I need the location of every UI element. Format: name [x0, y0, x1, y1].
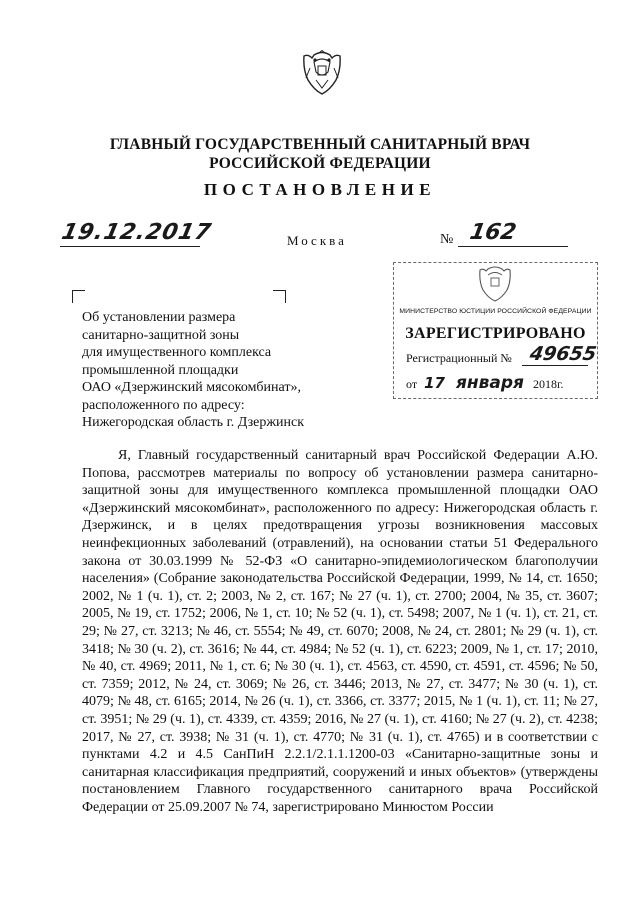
number-label: №	[440, 232, 454, 247]
subject-line: промышленной площадки	[82, 362, 239, 378]
stamp-year-suffix: г.	[556, 377, 564, 391]
header-authority-title: ГЛАВНЫЙ ГОСУДАРСТВЕННЫЙ САНИТАРНЫЙ ВРАЧ	[109, 136, 531, 153]
city-label: Москва	[287, 233, 347, 248]
number-underline	[458, 246, 568, 247]
registration-stamp	[393, 262, 598, 399]
subject-line: расположенного по адресу:	[82, 397, 245, 413]
document-subject	[82, 309, 332, 432]
document-date: 19.12.2017	[59, 220, 214, 245]
stamp-ministry: МИНИСТЕРСТВО ЮСТИЦИИ РОССИЙСКОЙ ФЕДЕРАЦИИ	[399, 308, 592, 315]
document-number: 162	[467, 220, 519, 245]
header-country-title: РОССИЙСКОЙ ФЕДЕРАЦИИ	[209, 155, 431, 172]
stamp-day: 17	[424, 374, 445, 392]
stamp-year: 2018	[532, 377, 557, 391]
stamp-reg-label: Регистрационный №	[406, 351, 512, 365]
subject-line: ОАО «Дзержинский мясокомбинат»,	[82, 380, 302, 395]
stamp-date-line	[406, 373, 564, 393]
coat-of-arms-icon	[300, 50, 344, 96]
body-paragraph: Я, Главный государственный санитарный врач Российской Федерации А.Ю. Попова, рассмотрев материалы по вопросу об установлении размера санитарно-защитной зоны для имущественного комплекса промышленной площадки ОАО «Дзержинский мясокомбинат», расположенного по адресу: Нижегородская область г. Дзержинск, и в целях предотвращения угрозы возникновения массовых неинфекционных заболеваний (отравлений), на основании статьи 51 Федерального закона от 30.03.1999 № 52-ФЗ «О санитарно-эпидемиологическом благополучии населения» (Собрание законодательства Российской Федерации, 1999, № 14, ст. 1650; 2002, № 1 (ч. 1), ст. 2; 2003, № 2, ст. 167; № 27 (ч. 1), ст. 2700; 2004, № 35, ст. 3607; 2005, № 19, ст. 1752; 2006, № 1, ст. 10; № 52 (ч. 1), ст. 5498; 2007, № 1 (ч. 1), ст. 21, ст. 29; № 27, ст. 3213; № 46, ст. 5554; № 49, ст. 6070; 2008, № 24, ст. 2801; № 29 (ч. 1), ст. 3418; № 30 (ч. 2), ст. 3616; № 44, ст. 4984; № 52 (ч. 1), ст. 6223; 2009, № 1, ст. 17; 2010, № 40, ст. 4969; 2011, № 1, ст. 6; № 30 (ч. 1), ст. 4563, ст. 4590, ст. 4591, ст. 4596; № 50, ст. 7359; 2012, № 24, ст. 3069; № 26, ст. 3446; 2013, № 27, ст. 3477; № 30 (ч. 1), ст. 4079; № 48, ст. 6165; 2014, № 26 (ч. 1), ст. 3366, ст. 3377; 2015, № 1 (ч. 1), ст. 11; № 27, ст. 3951; № 29 (ч. 1), ст. 4339, ст. 4359; 2016, № 27 (ч. 1), ст. 4160; № 27 (ч. 2), ст. 4238; 2017, № 27, ст. 3938; № 31 (ч. 1), ст. 4770; № 31 (ч. 1), ст. 4765) и в соответствии с пунктами 4.2 и 4.5 СанПиН 2.2.1/2.1.1.1200-03 «Санитарно-защитные зоны и санитарная классификация предприятий, сооружений и иных объектов» (утверждены постановлением Главного государственного санитарного врача Российской Федерации от 25.09.2007 № 74, зарегистрировано Минюстом России	[82, 448, 598, 815]
subject-line: Об установлении размера	[82, 310, 236, 325]
document-body	[82, 447, 598, 816]
subject-bracket-left	[72, 290, 85, 303]
subject-line: санитарно-защитной зоны	[82, 327, 240, 343]
stamp-number-underline	[522, 365, 588, 366]
stamp-month: января	[455, 373, 524, 393]
document-type-title: ПОСТАНОВЛЕНИЕ	[203, 180, 437, 199]
date-underline	[60, 246, 200, 247]
subject-line: для имущественного комплекса	[82, 345, 272, 360]
stamp-registered: ЗАРЕГИСТРИРОВАНО	[405, 325, 586, 342]
stamp-reg-number: 49655	[528, 343, 599, 365]
stamp-from-label: от	[406, 377, 418, 391]
stamp-emblem-icon	[476, 265, 514, 303]
subject-line: Нижегородская область г. Дзержинск	[82, 415, 305, 430]
subject-bracket-right	[273, 290, 286, 303]
